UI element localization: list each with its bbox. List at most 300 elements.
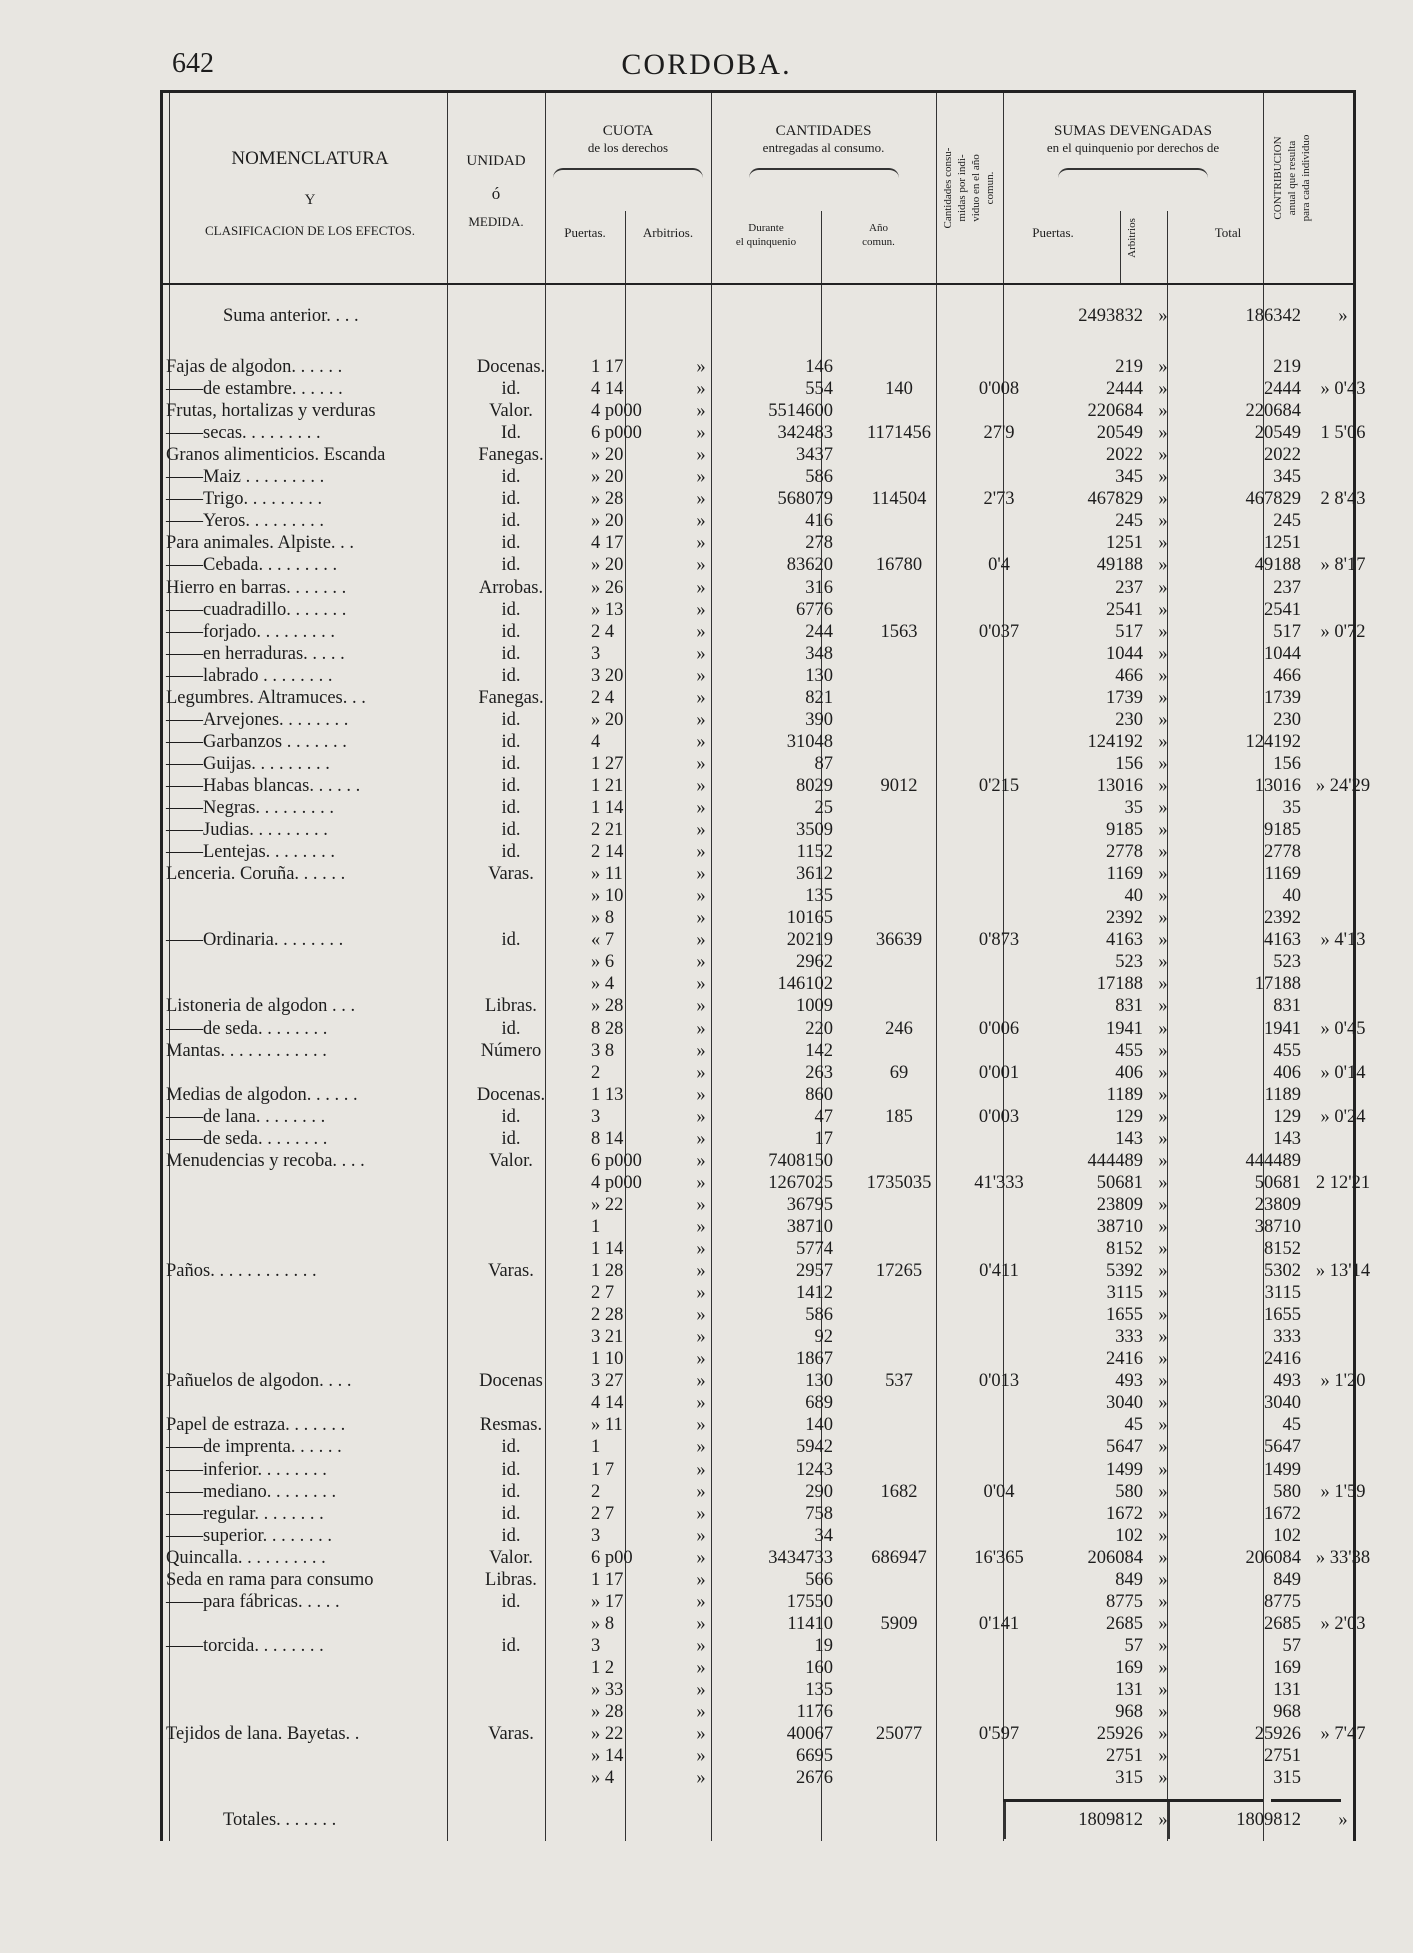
cell-pu: 1 21 [591, 775, 624, 796]
cell-ar: » [696, 1128, 706, 1149]
cell-pu: 2 7 [591, 1503, 615, 1524]
cell-pu: 1 2 [591, 1657, 615, 1678]
table-row [163, 709, 1353, 731]
cell-co: » 0'24 [1320, 1106, 1366, 1127]
cell-dur: 554 [805, 379, 833, 400]
table-row [163, 1414, 1353, 1436]
cell-name: ——Guijas. . . . . . . . . [166, 753, 330, 774]
header-cuota: CUOTA [602, 123, 654, 139]
cell-pu: 2 [591, 1481, 601, 1502]
table-row [163, 1392, 1353, 1414]
cell-st: 1189 [1264, 1084, 1301, 1105]
table-row [163, 753, 1353, 775]
table-row [163, 863, 1353, 885]
table-row [163, 1723, 1366, 1745]
cell-name: Fajas de algodon. . . . . . [166, 357, 343, 377]
cell-ar: » [696, 1371, 706, 1392]
cell-unit: id. [501, 621, 521, 642]
cell-ar: » [696, 533, 706, 554]
cell-sp: 17188 [1096, 974, 1143, 995]
cell-dur: 5774 [796, 1239, 833, 1259]
cell-sp: 50681 [1096, 1172, 1143, 1193]
cell-st: 50681 [1254, 1172, 1301, 1193]
cell-sa: » [1158, 1702, 1168, 1723]
cell-ar: » [696, 665, 706, 686]
cell-sa: » [1158, 445, 1168, 466]
cell-st: 245 [1273, 511, 1301, 532]
cell-sa: » [1158, 930, 1168, 951]
cell-ar: » [696, 687, 706, 708]
cell-unit: id. [501, 511, 521, 532]
cell-co: » 24'29 [1315, 775, 1371, 796]
cell-unit: Varas. [488, 1724, 534, 1745]
cell-st: 57 [1282, 1635, 1301, 1656]
cell-ar: » [696, 820, 706, 841]
table-row [163, 1569, 1353, 1591]
cell-ano: 686947 [871, 1547, 927, 1568]
cell-pu: » 33 [591, 1680, 624, 1700]
table-row [163, 951, 1353, 973]
cell-name: Papel de estraza. . . . . . . [166, 1415, 346, 1436]
cell-st: 1251 [1264, 533, 1301, 554]
table-row [163, 1282, 1353, 1304]
cell-sa: » [1158, 357, 1168, 377]
cell-ar: » [696, 1680, 706, 1700]
cell-st: 102 [1273, 1525, 1301, 1546]
cell-ar: » [696, 775, 706, 796]
cell-pu: » 22 [591, 1724, 624, 1745]
table-row [163, 1481, 1366, 1503]
table-row [163, 1657, 1353, 1679]
suma-anterior-arbitrios: » [1158, 306, 1168, 326]
table-row [163, 1613, 1366, 1635]
cell-ar: » [696, 842, 706, 863]
cell-cant: 0'001 [978, 1062, 1020, 1083]
cell-pu: 2 14 [591, 842, 624, 863]
cell-unit: id. [501, 1018, 521, 1039]
cell-ar: » [696, 1415, 706, 1436]
cell-sp: 1189 [1106, 1084, 1143, 1105]
cell-sa: » [1158, 952, 1168, 973]
cell-sp: 5647 [1106, 1437, 1143, 1458]
cell-ar: » [696, 1525, 706, 1546]
cell-unit: Id. [500, 423, 522, 444]
cell-dur: 38710 [786, 1216, 833, 1237]
cell-pu: 4 p000 [591, 1172, 642, 1193]
cell-ano: 25077 [875, 1724, 923, 1745]
cell-sa: » [1158, 511, 1168, 532]
cell-st: 5302 [1264, 1261, 1301, 1282]
cell-ano: 140 [885, 379, 913, 400]
table-row [163, 400, 1353, 422]
cell-ar: » [696, 864, 706, 885]
cell-sp: 206084 [1087, 1547, 1143, 1568]
cell-name: ——torcida. . . . . . . . [166, 1635, 324, 1656]
cell-co: 1 5'06 [1320, 423, 1366, 444]
cell-pu: 1 17 [591, 357, 624, 377]
cell-unit: Arrobas. [478, 577, 544, 598]
table-row [163, 643, 1353, 665]
cell-unit: Valor. [489, 401, 533, 422]
cell-ar: » [696, 996, 706, 1017]
cell-st: 49188 [1254, 555, 1301, 576]
cell-st: 1655 [1264, 1305, 1301, 1326]
cell-co: » 7'47 [1320, 1724, 1366, 1745]
cell-unit: id. [501, 533, 521, 554]
cell-dur: 135 [805, 1680, 833, 1700]
cell-sp: 523 [1115, 952, 1143, 973]
cell-ar: » [696, 489, 706, 510]
cell-ano: 36639 [875, 930, 923, 951]
cell-unit: Fanegas. [478, 687, 544, 708]
cell-sp: 5392 [1106, 1261, 1143, 1282]
cell-sp: 102 [1115, 1525, 1143, 1546]
cell-unit: id. [501, 709, 521, 730]
cell-name: ——Yeros. . . . . . . . . [166, 511, 324, 532]
cell-sp: 466 [1115, 665, 1143, 686]
cell-ar: » [696, 1459, 706, 1480]
cell-st: 38710 [1254, 1216, 1301, 1237]
cell-pu: » 26 [591, 577, 624, 598]
cell-pu: 4 14 [591, 1393, 624, 1414]
cell-ar: » [696, 401, 706, 422]
cell-sa: » [1158, 820, 1168, 841]
cell-pu: » 10 [591, 886, 624, 907]
cell-name: ——Arvejones. . . . . . . . [166, 709, 349, 730]
cell-st: 124192 [1245, 731, 1301, 752]
table-row [163, 1348, 1353, 1370]
cell-sa: » [1158, 621, 1168, 642]
cell-sp: 345 [1115, 467, 1143, 488]
cell-ano: 1682 [880, 1481, 918, 1502]
cell-name: Medias de algodon. . . . . . [166, 1084, 358, 1105]
header-contribucion-2: anual que resulta [1286, 140, 1298, 216]
cell-sp: 333 [1115, 1327, 1143, 1348]
cell-pu: 3 [591, 1525, 601, 1546]
cell-name: Legumbres. Altramuces. . . [166, 687, 366, 708]
cell-name: Hierro en barras. . . . . . . [166, 577, 347, 598]
header-quinquenio: el quinquenio [735, 236, 797, 248]
cell-sp: 40 [1124, 886, 1143, 907]
cell-pu: 1 17 [591, 1569, 624, 1590]
table-row [163, 554, 1366, 576]
cell-unit: id. [501, 599, 521, 620]
cell-sp: 315 [1115, 1768, 1143, 1789]
cell-pu: 8 28 [591, 1018, 624, 1039]
cell-name: ——labrado . . . . . . . . [166, 665, 333, 686]
cell-pu: 3 8 [591, 1040, 615, 1061]
cell-ar: » [696, 423, 706, 444]
cantidades-brace [749, 168, 899, 178]
cell-ar: » [696, 1150, 706, 1171]
table-row [163, 1701, 1353, 1723]
cell-sp: 219 [1115, 357, 1143, 377]
cell-pu: » 14 [591, 1746, 624, 1767]
cell-cant: 0'873 [978, 930, 1020, 951]
cell-ar: » [696, 731, 706, 752]
cell-ano: 246 [885, 1018, 913, 1039]
cell-unit: Varas. [488, 864, 534, 885]
cell-name: ——de imprenta. . . . . . [166, 1437, 342, 1458]
cell-unit: Fanegas. [478, 445, 544, 466]
header-o: ó [491, 184, 501, 203]
cell-sp: 517 [1115, 621, 1143, 642]
cell-ar: » [696, 511, 706, 532]
header-total: Total [1214, 225, 1242, 240]
cell-ar: » [696, 577, 706, 598]
header-medida: MEDIDA. [468, 214, 524, 229]
cell-pu: » 13 [591, 599, 624, 620]
cell-pu: » 20 [591, 511, 624, 532]
cell-ano: 185 [885, 1106, 913, 1127]
cell-sp: 2392 [1106, 908, 1143, 929]
cell-dur: 758 [805, 1503, 833, 1524]
cell-sa: » [1158, 533, 1168, 554]
table-row [163, 885, 1353, 907]
cell-ar: » [696, 1018, 706, 1039]
table-row [163, 466, 1353, 488]
cell-sp: 1655 [1106, 1305, 1143, 1326]
cell-unit: id. [501, 379, 521, 400]
cell-dur: 140 [805, 1415, 833, 1436]
table-row [163, 577, 1353, 599]
cell-ar: » [696, 1349, 706, 1370]
cell-sa: » [1158, 1547, 1168, 1568]
cell-unit: id. [501, 1106, 521, 1127]
cell-name: Paños. . . . . . . . . . . . [166, 1261, 317, 1282]
cell-pu: 8 14 [591, 1128, 624, 1149]
cell-st: 35 [1282, 798, 1301, 818]
cell-pu: « 7 [591, 930, 615, 951]
cell-dur: 1009 [796, 996, 833, 1017]
cell-sa: » [1158, 1216, 1168, 1237]
cell-name: ——Judias. . . . . . . . . [166, 820, 328, 841]
cell-sp: 1941 [1106, 1018, 1143, 1039]
table-row [163, 1503, 1353, 1525]
cell-st: 17188 [1254, 974, 1301, 995]
table-row [163, 1547, 1371, 1569]
cell-dur: 821 [805, 687, 833, 708]
cell-sa: » [1158, 1018, 1168, 1039]
cell-ar: » [696, 1393, 706, 1414]
cell-st: 333 [1273, 1327, 1301, 1348]
cell-co: 2 12'21 [1315, 1172, 1371, 1193]
cell-co: » 0'43 [1320, 379, 1366, 400]
cell-dur: 342483 [777, 423, 833, 444]
cell-cant: 27'9 [983, 423, 1015, 444]
cell-st: 206084 [1245, 1547, 1301, 1568]
cell-pu: » 20 [591, 467, 624, 488]
header-puertas: Puertas. [564, 225, 606, 240]
cell-sp: 1044 [1106, 643, 1143, 664]
cell-st: 9185 [1264, 820, 1301, 841]
cell-cant: 0'003 [978, 1106, 1020, 1127]
cell-sa: » [1158, 1283, 1168, 1304]
cell-unit: id. [501, 1591, 521, 1612]
cell-unit: id. [501, 1437, 521, 1458]
cell-unit: id. [501, 820, 521, 841]
cell-pu: 1 27 [591, 753, 624, 774]
cell-st: 2392 [1264, 908, 1301, 929]
totales-arbitrios: » [1158, 1810, 1168, 1830]
cell-pu: 1 28 [591, 1261, 624, 1282]
cell-sa: » [1158, 1680, 1168, 1700]
cell-ar: » [696, 555, 706, 576]
cell-pu: 4 p000 [591, 401, 642, 422]
cell-pu: 3 [591, 1106, 601, 1127]
cell-dur: 5514600 [768, 401, 833, 422]
cell-co: » 0'45 [1320, 1018, 1366, 1039]
cell-pu: 3 20 [591, 665, 624, 686]
cell-st: 8152 [1264, 1239, 1301, 1259]
cell-st: 4163 [1264, 930, 1301, 951]
cell-dur: 3437 [796, 445, 833, 466]
cell-sp: 131 [1115, 1680, 1143, 1700]
cell-dur: 1243 [796, 1459, 833, 1480]
cell-name: Frutas, hortalizas y verduras [166, 401, 376, 422]
cell-unit: id. [501, 753, 521, 774]
cell-st: 129 [1273, 1106, 1301, 1127]
cell-pu: » 8 [591, 1613, 615, 1634]
cell-st: 40 [1282, 886, 1301, 907]
cell-ar: » [696, 467, 706, 488]
cell-name: Para animales. Alpiste. . . [166, 533, 355, 554]
cell-pu: 3 [591, 643, 601, 664]
cell-dur: 2676 [796, 1768, 833, 1789]
cell-sa: » [1158, 775, 1168, 796]
cell-co: » 2'03 [1320, 1613, 1366, 1634]
cell-dur: 2957 [796, 1261, 833, 1282]
cell-name: ——cuadradillo. . . . . . . [166, 599, 347, 620]
cell-pu: 6 p000 [591, 423, 642, 444]
cell-dur: 290 [805, 1481, 833, 1502]
cell-dur: 135 [805, 886, 833, 907]
cell-sa: » [1158, 1062, 1168, 1083]
cell-ar: » [696, 1040, 706, 1061]
table-row [163, 1128, 1353, 1150]
cell-sp: 3115 [1106, 1283, 1143, 1304]
cell-name: ——Negras. . . . . . . . . [166, 798, 335, 818]
cell-st: 45 [1282, 1415, 1301, 1436]
cell-st: 220684 [1245, 401, 1301, 422]
cell-sp: 849 [1115, 1569, 1143, 1590]
cell-dur: 689 [805, 1393, 833, 1414]
cell-cant: 0'037 [978, 621, 1020, 642]
cell-dur: 316 [805, 577, 833, 598]
cell-dur: 6695 [796, 1746, 833, 1767]
cell-cant: 41'333 [974, 1172, 1024, 1193]
cell-pu: 1 14 [591, 1239, 624, 1259]
cell-co: » 0'72 [1320, 621, 1366, 642]
cell-ar: » [696, 1106, 706, 1127]
cell-ar: » [696, 1503, 706, 1524]
cell-st: 831 [1273, 996, 1301, 1017]
cell-co: » 33'38 [1315, 1547, 1371, 1568]
cell-name: ——Cebada. . . . . . . . . [166, 555, 338, 576]
cell-sp: 156 [1115, 753, 1143, 774]
cell-sp: 13016 [1096, 775, 1143, 796]
cell-sa: » [1158, 1194, 1168, 1215]
cell-pu: » 4 [591, 974, 615, 995]
cell-unit: Docenas. [476, 1084, 546, 1105]
cell-dur: 5942 [796, 1437, 833, 1458]
cell-co: 2 8'43 [1320, 489, 1366, 510]
cell-ar: » [696, 1547, 706, 1568]
cell-unit: Número [480, 1040, 542, 1061]
cell-dur: 263 [805, 1062, 833, 1083]
cell-pu: » 11 [591, 1415, 623, 1436]
cell-cant: 0'006 [978, 1018, 1020, 1039]
header-comun: comun. [862, 236, 895, 248]
table-row [163, 1304, 1353, 1326]
cell-sa: » [1158, 401, 1168, 422]
cell-sp: 8152 [1106, 1239, 1143, 1259]
cell-ar: » [696, 1481, 706, 1502]
header-arbitrios: Arbitrios. [642, 225, 694, 240]
cell-sp: 1739 [1106, 687, 1143, 708]
header-y: Y [304, 192, 316, 208]
table-row [163, 621, 1366, 643]
cell-sa: » [1158, 908, 1168, 929]
cell-ar: » [696, 1084, 706, 1105]
cell-ar: » [696, 1327, 706, 1348]
cell-pu: » 28 [591, 996, 624, 1017]
cell-dur: 568079 [777, 489, 833, 510]
cell-dur: 1412 [796, 1283, 833, 1304]
cell-sp: 57 [1124, 1635, 1143, 1656]
header-clasificacion: CLASIFICACION DE LOS EFECTOS. [205, 223, 415, 238]
cell-dur: 6776 [796, 599, 833, 620]
header-consumidas-3: viduo en el año [970, 154, 982, 222]
page-title: CORDOBA. [621, 48, 792, 81]
cell-sp: 2541 [1106, 599, 1143, 620]
cell-dur: 3509 [796, 820, 833, 841]
cell-unit: id. [501, 798, 521, 818]
cell-ar: » [696, 643, 706, 664]
cell-sp: 831 [1115, 996, 1143, 1017]
cell-dur: 19 [814, 1635, 833, 1656]
cell-sp: 230 [1115, 709, 1143, 730]
table-row [163, 378, 1366, 400]
cell-pu: 1 14 [591, 798, 624, 818]
cell-ar: » [696, 1172, 706, 1193]
cell-st: 23809 [1254, 1194, 1301, 1215]
cell-name: ——inferior. . . . . . . . [166, 1459, 327, 1480]
cell-sp: 8775 [1106, 1591, 1143, 1612]
cell-name: ——de seda. . . . . . . . [166, 1018, 328, 1039]
table-row [163, 687, 1353, 709]
page-number: 642 [172, 48, 214, 79]
cell-sp: 4163 [1106, 930, 1143, 951]
cell-name: ——forjado. . . . . . . . . [166, 621, 336, 642]
cell-co: » 13'14 [1315, 1261, 1371, 1282]
cell-sp: 245 [1115, 511, 1143, 532]
cell-sp: 2444 [1106, 379, 1143, 400]
cell-st: 968 [1273, 1702, 1301, 1723]
cell-dur: 25 [814, 798, 833, 818]
cell-unit: Docenas. [476, 357, 546, 377]
table-row [163, 1260, 1371, 1282]
cell-sa: » [1158, 731, 1168, 752]
cell-ar: » [696, 886, 706, 907]
cell-name: ——regular. . . . . . . . [166, 1503, 324, 1524]
cell-st: 2778 [1264, 842, 1301, 863]
cell-sp: 124192 [1087, 731, 1143, 752]
cell-st: 13016 [1254, 775, 1301, 796]
cell-unit: Libras. [485, 1569, 537, 1590]
cell-ar: » [696, 753, 706, 774]
cell-sa: » [1158, 599, 1168, 620]
